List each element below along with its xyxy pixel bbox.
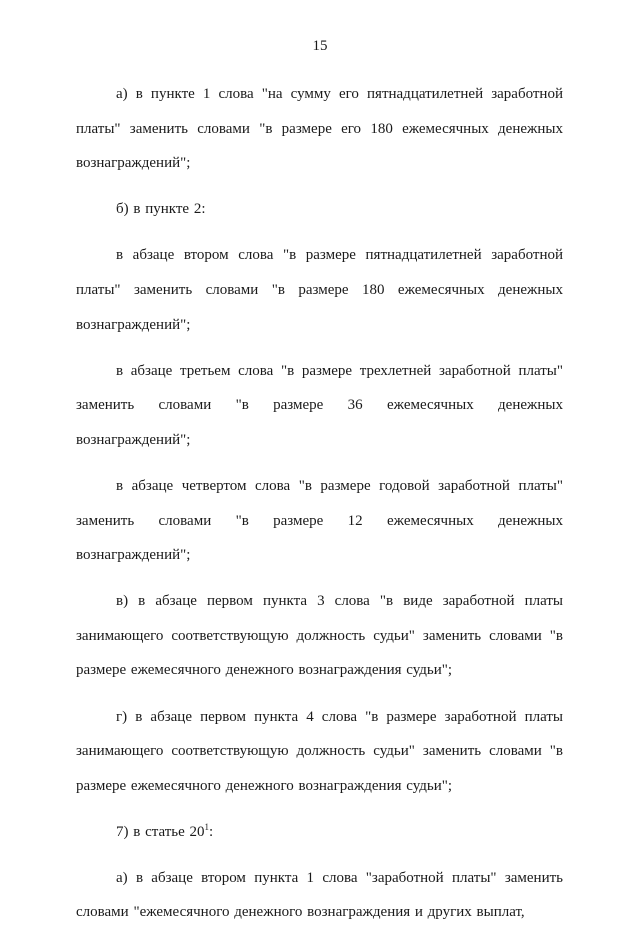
page-number: 15 — [312, 38, 328, 54]
paragraph-6: в) в абзаце первом пункта 3 слова "в виде заработной платы занимающего соответствующую должность судьи" заменить словами "в размере ежемесячного денежного вознаграждения судьи"; — [76, 593, 563, 679]
document-body — [76, 77, 563, 942]
paragraph-2: б) в пункте 2: — [116, 201, 206, 218]
paragraph-9: а) в абзаце втором пункта 1 слова "заработной платы" заменить словами "ежемесячного денежного вознаграждения и других выплат, — [76, 869, 563, 921]
superscript-index: 1 — [204, 821, 210, 832]
paragraph-8 — [76, 815, 563, 850]
paragraph-7: г) в абзаце первом пункта 4 слова "в размере заработной платы занимающего соответствующую должность судьи" заменить словами "в размере ежемесячного денежного вознаграждения судьи"; — [76, 708, 563, 794]
paragraph-1: а) в пункте 1 слова "на сумму его пятнадцатилетней заработной платы" заменить словами "в размере его 180 ежемесячных денежных вознаграждений"; — [76, 86, 563, 172]
article-reference-text: 7) в статье 20 — [116, 823, 205, 840]
paragraph-3: в абзаце втором слова "в размере пятнадцатилетней заработной платы" заменить словами "в размере 180 ежемесячных денежных вознаграждений"; — [76, 247, 563, 333]
paragraph-4: в абзаце третьем слова "в размере трехлетней заработной платы" заменить словами "в размере 36 ежемесячных денежных вознаграждений"; — [76, 362, 563, 448]
article-reference-colon: : — [209, 823, 214, 840]
paragraph-5: в абзаце четвертом слова "в размере годовой заработной платы" заменить словами "в размере 12 ежемесячных денежных вознаграждений"; — [76, 477, 563, 564]
